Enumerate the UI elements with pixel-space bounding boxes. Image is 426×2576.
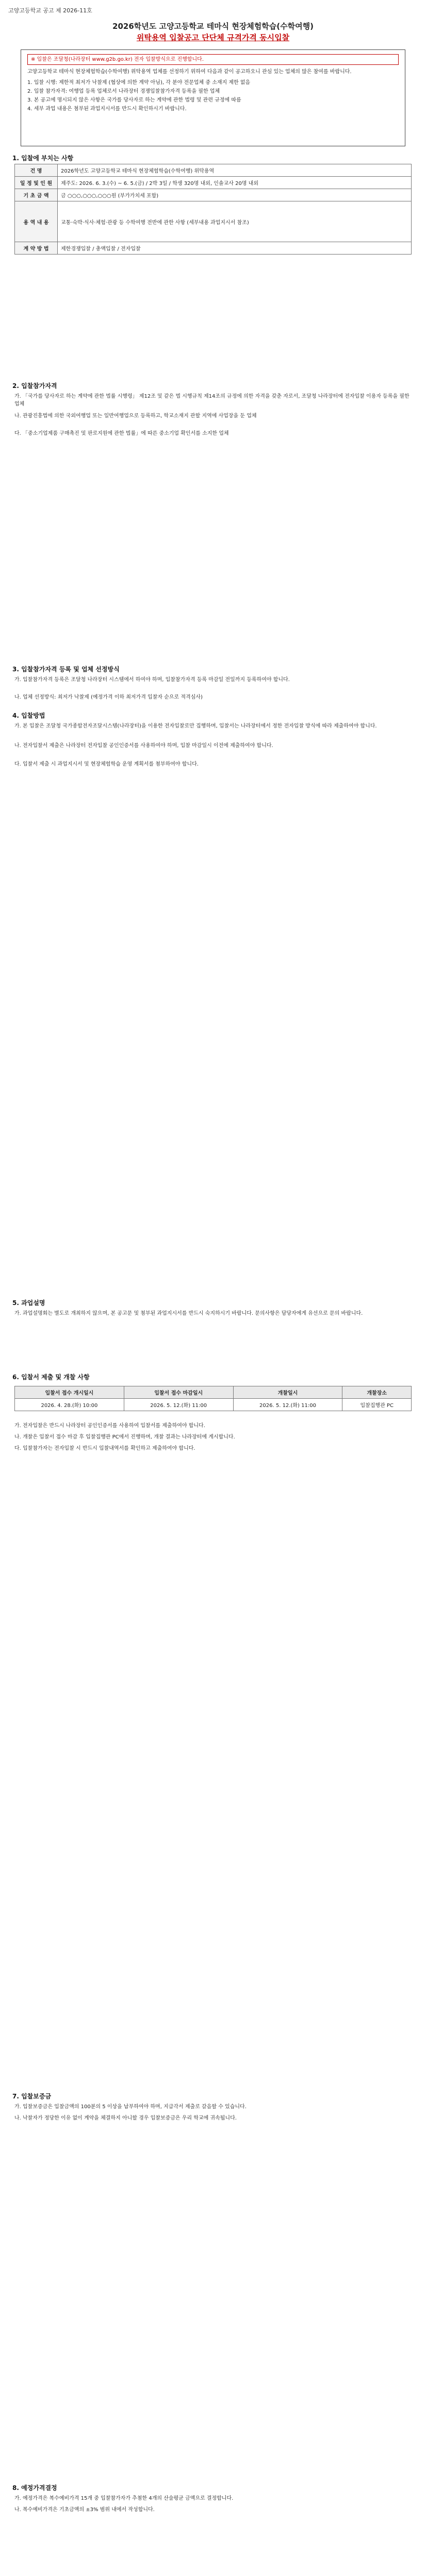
intro-point: 3. 본 공고에 명시되지 않은 사항은 국가를 당사자로 하는 계약에 관한 법령 및 관련 규정에 따름 — [27, 97, 241, 103]
section-1-table — [14, 164, 412, 255]
section-2-heading: 2. 입찰참가자격 — [12, 382, 57, 389]
section-3-heading: 3. 입찰참가자격 등록 및 업체 선정방식 — [12, 666, 120, 673]
section-4-para-a: 가. 본 입찰은 조달청 국가종합전자조달시스템(나라장터)을 이용한 전자입찰로만 집행하며, 입찰서는 나라장터에서 정한 전자입찰 방식에 따라 제출하여야 합니다. — [14, 723, 377, 729]
table-value: 제한경쟁입찰 / 총액입찰 / 전자입찰 — [58, 242, 412, 255]
table-row — [15, 177, 412, 189]
table-value: 교통·숙박·식사·체험·관광 등 수학여행 전반에 관한 사항 (세부내용 과업지시서 참조) — [58, 201, 412, 242]
table-label: 계 약 방 법 — [15, 242, 58, 255]
table-cell: 입찰집행관 PC — [342, 1399, 412, 1411]
section-6-heading: 6. 입찰서 제출 및 개찰 사항 — [12, 1374, 90, 1381]
intro-point: 4. 세부 과업 내용은 첨부된 과업지시서를 반드시 확인하시기 바랍니다. — [27, 106, 187, 112]
table-row — [15, 164, 412, 177]
intro-body: 고양고등학교 테마식 현장체험학습(수학여행) 위탁용역 업체를 선정하기 위하여 다음과 같이 공고하오니 관심 있는 업체의 많은 참여를 바랍니다. — [27, 69, 352, 75]
intro-point: 1. 입찰 시행: 제한적 최저가 낙찰제 (협상에 의한 계약 아님), 각 분야 전문업체 중 소재지 제한 없음 — [27, 80, 251, 86]
table-label: 용 역 내 용 — [15, 201, 58, 242]
section-6-table — [14, 1386, 412, 1411]
section-6-para-a: 가. 전자입찰은 반드시 나라장터 공인인증서를 사용하여 입찰서를 제출하여야 합니다. — [14, 1423, 205, 1429]
section-2-para-a: 가. 「국가를 당사자로 하는 계약에 관한 법률 시행령」 제12조 및 같은 법 시행규칙 제14조의 규정에 의한 자격을 갖춘 자로서, 조달청 나라장터에 전자입찰 이용자 등록을 필한 업체 — [14, 394, 409, 407]
intro-box — [21, 49, 405, 146]
title-block — [0, 21, 426, 43]
section-1-heading: 1. 입찰에 부치는 사항 — [12, 155, 74, 162]
table-row — [15, 1399, 412, 1411]
section-8-para-b: 나. 복수예비가격은 기초금액의 ±3% 범위 내에서 작성합니다. — [14, 2507, 155, 2513]
table-label: 일 정 및 인 원 — [15, 177, 58, 189]
section-3-para-b: 나. 업체 선정방식: 최저가 낙찰제 (예정가격 이하 최저가격 입찰자 순으로 적격심사) — [14, 694, 203, 700]
table-value: 금 ○○○,○○○,○○○원 (부가가치세 포함) — [58, 189, 412, 201]
section-2-para-b: 나. 관광진흥법에 의한 국외여행업 또는 일반여행업으로 등록하고, 학교소재지 관할 지역에 사업장을 둔 업체 — [14, 413, 257, 419]
section-4-para-c: 다. 입찰서 제출 시 과업지시서 및 현장체험학습 운영 계획서를 첨부하여야 합니다. — [14, 761, 199, 767]
section-5-para: 가. 과업설명회는 별도로 개최하지 않으며, 본 공고문 및 첨부된 과업지시서를 반드시 숙지하시기 바랍니다. 문의사항은 담당자에게 유선으로 문의 바랍니다. — [14, 1311, 363, 1316]
table-row — [15, 201, 412, 242]
table-label: 건 명 — [15, 164, 58, 177]
title-line-2: 위탁용역 입찰공고 단단체 규격가격 동시입찰 — [136, 33, 290, 42]
table-label: 기 초 금 액 — [15, 189, 58, 201]
table-header: 입찰서 접수 마감일시 — [124, 1386, 233, 1399]
section-7-heading: 7. 입찰보증금 — [12, 2093, 52, 2100]
intro-highlight: ※ 입찰은 조달청(나라장터 www.g2b.go.kr) 전자 입찰방식으로 진행합니다. — [27, 54, 399, 65]
table-row — [15, 242, 412, 255]
table-cell: 2026. 5. 12.(화) 11:00 — [124, 1399, 233, 1411]
section-7-para-b: 나. 낙찰자가 정당한 이유 없이 계약을 체결하지 아니할 경우 입찰보증금은 우리 학교에 귀속됩니다. — [14, 2115, 237, 2121]
section-4-heading: 4. 입찰방법 — [12, 712, 45, 719]
table-value: 제주도: 2026. 6. 3.(수) ~ 6. 5.(금) / 2박 3일 / 학생 320명 내외, 인솔교사 20명 내외 — [58, 177, 412, 189]
section-8-para-a: 가. 예정가격은 복수예비가격 15개 중 입찰참가자가 추첨한 4개의 산술평균 금액으로 결정합니다. — [14, 2496, 234, 2501]
section-6-para-c: 다. 입찰참가자는 전자입찰 시 반드시 입찰내역서를 확인하고 제출하여야 합니다. — [14, 1446, 195, 1451]
notice-id: 고양고등학교 공고 제 2026-11호 — [8, 7, 92, 14]
table-row — [15, 189, 412, 201]
section-8-heading: 8. 예정가격결정 — [12, 2484, 57, 2492]
section-5-heading: 5. 과업설명 — [12, 1299, 45, 1307]
title-line-1: 2026학년도 고양고등학교 테마식 현장체험학습(수학여행) — [112, 22, 314, 31]
table-header: 개찰장소 — [342, 1386, 412, 1399]
table-cell: 2026. 4. 28.(화) 10:00 — [15, 1399, 124, 1411]
section-4-para-b: 나. 전자입찰서 제출은 나라장터 전자입찰 공인인증서를 사용하여야 하며, 입찰 마감일시 이전에 제출하여야 합니다. — [14, 743, 273, 749]
table-cell: 2026. 5. 12.(화) 11:00 — [233, 1399, 342, 1411]
section-3-para-a: 가. 입찰참가자격 등록은 조달청 나라장터 시스템에서 하여야 하며, 입찰참가자격 등록 마감일 전일까지 등록하여야 합니다. — [14, 677, 290, 683]
section-2-para-c: 다. 「중소기업제품 구매촉진 및 판로지원에 관한 법률」에 따른 중소기업 확인서를 소지한 업체 — [14, 431, 229, 436]
table-header-row — [15, 1386, 412, 1399]
section-6-para-b: 나. 개찰은 입찰서 접수 마감 후 입찰집행관 PC에서 진행하며, 개찰 결과는 나라장터에 게시합니다. — [14, 1434, 235, 1440]
table-header: 개찰일시 — [233, 1386, 342, 1399]
section-7-para-a: 가. 입찰보증금은 입찰금액의 100분의 5 이상을 납부하여야 하며, 지급각서 제출로 갈음할 수 있습니다. — [14, 2104, 247, 2110]
table-value: 2026학년도 고양고등학교 테마식 현장체험학습(수학여행) 위탁용역 — [58, 164, 412, 177]
table-header: 입찰서 접수 개시일시 — [15, 1386, 124, 1399]
intro-point: 2. 입찰 참가자격: 여행업 등록 업체로서 나라장터 경쟁입찰참가자격 등록을 필한 업체 — [27, 89, 220, 94]
